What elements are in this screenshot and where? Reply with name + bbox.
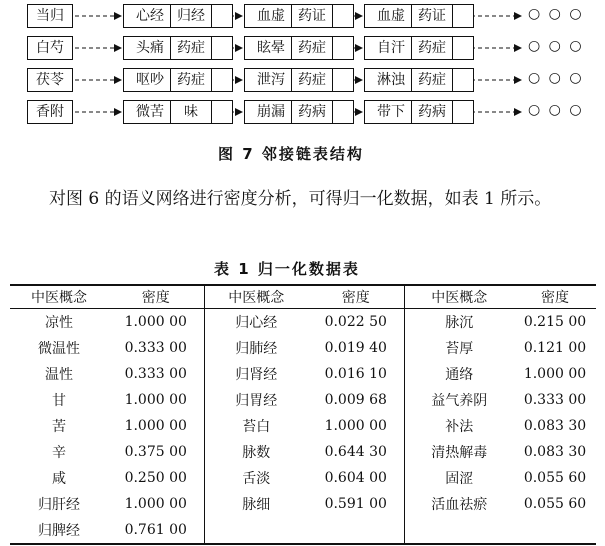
node-value: 血虚 (377, 8, 405, 24)
concept-cell: 咸 (52, 471, 66, 487)
continuation-ellipsis: ○ ○ ○ (528, 6, 584, 22)
list-node (123, 68, 233, 92)
node-value: 带下 (377, 104, 405, 120)
row-head-node: 茯苓 (27, 68, 73, 92)
list-node (364, 4, 474, 28)
concept-cell: 温性 (45, 367, 73, 383)
density-cell: 1.000 00 (108, 387, 204, 413)
concept-cell: 益气养阴 (431, 393, 488, 409)
node-relation: 药证 (291, 5, 333, 27)
table-row (10, 491, 596, 517)
concept-cell: 清热解毒 (431, 445, 488, 461)
table-row (10, 465, 596, 491)
density-cell: 0.055 60 (523, 470, 587, 486)
node-relation: 归经 (170, 5, 212, 27)
list-node (364, 36, 474, 60)
density-cell: 0.375 00 (108, 439, 204, 465)
row-head-node: 白芍 (27, 36, 73, 60)
figure-caption: 图 7 邻接链表结构 (218, 145, 364, 163)
header-density: 密度 (108, 285, 204, 309)
body-paragraph (15, 181, 597, 217)
concept-cell: 脉细 (242, 497, 271, 513)
table-row (10, 387, 596, 413)
table-row (10, 439, 596, 465)
density-cell: 0.333 00 (108, 361, 204, 387)
density-cell: 0.009 68 (308, 387, 404, 413)
node-relation: 药证 (411, 5, 453, 27)
concept-cell: 脉数 (242, 445, 271, 461)
continuation-ellipsis: ○ ○ ○ (528, 38, 584, 54)
concept-cell: 微温性 (38, 341, 80, 357)
concept-cell: 舌淡 (242, 471, 271, 487)
concept-cell: 辛 (52, 445, 66, 461)
density-cell (308, 517, 404, 544)
density-cell: 0.083 30 (523, 418, 587, 434)
list-node (244, 36, 354, 60)
density-cell: 1.000 00 (523, 366, 587, 382)
density-cell: 0.333 00 (523, 392, 587, 408)
node-value: 泄泻 (257, 72, 285, 88)
table-row (10, 335, 596, 361)
node-relation: 药症 (291, 37, 333, 59)
header-density: 密度 (514, 285, 596, 309)
concept-cell: 归肺经 (235, 341, 278, 357)
node-relation: 药症 (170, 69, 212, 91)
concept-cell (404, 517, 514, 544)
node-relation: 药病 (291, 101, 333, 123)
table-header-row (10, 285, 596, 309)
density-cell: 0.604 00 (308, 465, 404, 491)
density-cell: 1.000 00 (108, 309, 204, 336)
density-cell: 0.019 40 (308, 335, 404, 361)
concept-cell: 苦 (52, 419, 66, 435)
density-cell: 1.000 00 (108, 491, 204, 517)
row-head-node: 香附 (27, 100, 73, 124)
density-cell: 0.022 50 (308, 309, 404, 336)
table-row (10, 413, 596, 439)
density-cell: 1.000 00 (108, 413, 204, 439)
density-cell: 0.333 00 (108, 335, 204, 361)
concept-cell (204, 517, 308, 544)
concept-cell: 归脾经 (10, 517, 108, 544)
node-value: 崩漏 (257, 104, 285, 120)
table-title: 表 1 归一化数据表 (214, 260, 360, 278)
row-head-node: 当归 (27, 4, 73, 28)
concept-cell: 归胃经 (235, 393, 278, 409)
density-cell: 0.083 30 (523, 444, 587, 460)
density-cell: 0.761 00 (108, 517, 204, 544)
list-node (123, 36, 233, 60)
node-relation: 药症 (170, 37, 212, 59)
node-value: 微苦 (136, 104, 164, 120)
concept-cell: 归心经 (235, 315, 278, 331)
density-cell: 1.000 00 (308, 413, 404, 439)
density-cell: 0.250 00 (108, 465, 204, 491)
node-value: 心经 (136, 8, 164, 24)
node-value: 眩晕 (257, 40, 285, 56)
table-row (10, 361, 596, 387)
normalized-data-table (10, 284, 596, 545)
concept-cell: 凉性 (45, 315, 73, 331)
density-cell: 0.121 00 (523, 340, 587, 356)
node-relation: 药病 (411, 101, 453, 123)
header-concept: 中医概念 (10, 285, 108, 309)
header-concept: 中医概念 (404, 285, 514, 309)
density-cell (514, 517, 596, 544)
density-cell: 0.644 30 (308, 439, 404, 465)
continuation-ellipsis: ○ ○ ○ (528, 70, 584, 86)
table-row (10, 309, 596, 336)
node-value: 血虚 (257, 8, 285, 24)
node-relation: 味 (170, 101, 212, 123)
list-node (244, 68, 354, 92)
list-node (244, 4, 354, 28)
concept-cell: 归肾经 (235, 367, 278, 383)
node-relation: 药症 (291, 69, 333, 91)
density-cell: 0.016 10 (308, 361, 404, 387)
list-node (123, 4, 233, 28)
density-cell: 0.215 00 (523, 314, 587, 330)
concept-cell: 甘 (52, 393, 66, 409)
list-node (364, 100, 474, 124)
list-node (123, 100, 233, 124)
concept-cell: 通络 (445, 367, 474, 383)
list-node (244, 100, 354, 124)
node-value: 淋浊 (377, 72, 405, 88)
density-cell: 0.591 00 (308, 491, 404, 517)
density-cell: 0.055 60 (523, 496, 587, 512)
concept-cell: 苔厚 (445, 341, 474, 357)
concept-cell: 脉沉 (445, 315, 474, 331)
node-value: 呕吵 (136, 72, 164, 88)
concept-cell: 活血祛瘀 (431, 497, 488, 513)
adjacency-list-figure (0, 0, 605, 140)
concept-cell: 苔白 (242, 419, 271, 435)
concept-cell: 归肝经 (38, 497, 80, 513)
node-value: 头痛 (136, 40, 164, 56)
table-row (10, 517, 596, 544)
node-relation: 药症 (411, 69, 453, 91)
paragraph-text: 对图 6 的语义网络进行密度分析，可得归一化数据，如表 1 所示。 (49, 189, 552, 209)
concept-cell: 补法 (445, 419, 474, 435)
continuation-ellipsis: ○ ○ ○ (528, 102, 584, 118)
header-density: 密度 (308, 285, 404, 309)
list-node (364, 68, 474, 92)
node-relation: 药症 (411, 37, 453, 59)
concept-cell: 固涩 (445, 471, 474, 487)
node-value: 自汗 (377, 40, 405, 56)
header-concept: 中医概念 (204, 285, 308, 309)
